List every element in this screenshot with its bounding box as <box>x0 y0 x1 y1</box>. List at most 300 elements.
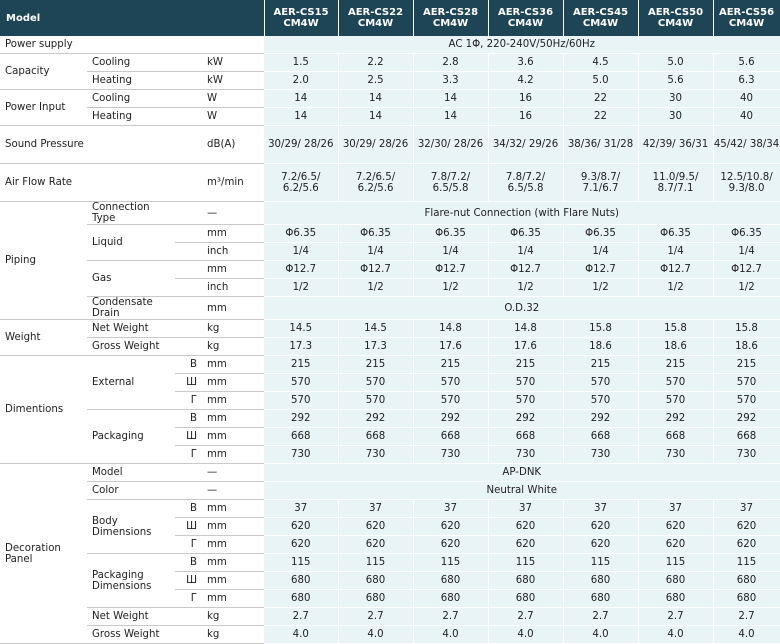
value-cell: Φ6.35 <box>413 225 488 243</box>
value-cell: 4.0 <box>413 626 488 644</box>
dimension-axis: Г <box>175 590 203 608</box>
unit-label: dB(A) <box>203 126 264 164</box>
value-cell: 730 <box>413 446 488 464</box>
value-cell: 570 <box>264 374 338 392</box>
value-cell: 1/2 <box>638 279 713 297</box>
param-label: Gas <box>87 261 175 297</box>
value-cell: 18.6 <box>638 338 713 356</box>
param-label: Body Dimensions <box>87 500 175 554</box>
value-cell: 680 <box>413 572 488 590</box>
value-cell: 1.5 <box>264 54 338 72</box>
value-cell: 668 <box>638 428 713 446</box>
value-cell: 680 <box>488 590 563 608</box>
value-cell: 730 <box>638 446 713 464</box>
value-cell: 620 <box>488 518 563 536</box>
value-cell: 2.7 <box>338 608 413 626</box>
value-cell: 215 <box>338 356 413 374</box>
model-col-header: AER-CS50 CM4W <box>638 0 713 36</box>
value-cell: 2.2 <box>338 54 413 72</box>
value-cell: 1/4 <box>338 243 413 261</box>
dimension-axis: Г <box>175 446 203 464</box>
value-cell: 115 <box>264 554 338 572</box>
dimension-axis <box>175 338 203 356</box>
unit-label: mm <box>203 554 264 572</box>
value-cell: 37 <box>413 500 488 518</box>
group-label: Power Input <box>0 90 87 126</box>
value-cell: 5.6 <box>713 54 780 72</box>
value-cell: 16 <box>488 108 563 126</box>
value-cell: Φ6.35 <box>488 225 563 243</box>
unit-label: mm <box>203 261 264 279</box>
value-cell: 730 <box>338 446 413 464</box>
group-label: Power supply <box>0 36 87 54</box>
value-cell: 680 <box>338 572 413 590</box>
value-cell: 37 <box>488 500 563 518</box>
value-cell: O.D.32 <box>264 297 780 320</box>
value-cell: 14 <box>413 108 488 126</box>
model-header: Model <box>0 0 264 36</box>
table-row <box>0 410 780 428</box>
dimension-axis <box>175 126 203 164</box>
dimension-axis <box>175 164 203 202</box>
value-cell: 680 <box>264 590 338 608</box>
value-cell: 4.5 <box>563 54 638 72</box>
value-cell: 620 <box>563 518 638 536</box>
value-cell: 17.3 <box>338 338 413 356</box>
value-cell: 115 <box>563 554 638 572</box>
value-cell: 115 <box>338 554 413 572</box>
value-cell: 620 <box>338 518 413 536</box>
value-cell: 7.8/7.2/ 6.5/5.8 <box>413 164 488 202</box>
dimension-axis: В <box>175 410 203 428</box>
value-cell: 730 <box>563 446 638 464</box>
param-label: Condensate Drain <box>87 297 175 320</box>
value-cell: 14 <box>264 108 338 126</box>
value-cell: Φ6.35 <box>638 225 713 243</box>
value-cell: 2.7 <box>713 608 780 626</box>
value-cell: AC 1Φ, 220-240V/50Hz/60Hz <box>264 36 780 54</box>
param-label: Cooling <box>87 90 175 108</box>
dimension-axis <box>175 320 203 338</box>
dimension-axis: Ш <box>175 518 203 536</box>
value-cell: Φ6.35 <box>563 225 638 243</box>
value-cell: 680 <box>563 572 638 590</box>
table-row <box>0 54 780 72</box>
dimension-axis <box>175 482 203 500</box>
table-row <box>0 261 780 279</box>
value-cell: 668 <box>563 428 638 446</box>
value-cell: 1/4 <box>413 243 488 261</box>
unit-label: mm <box>203 572 264 590</box>
model-col-header: AER-CS56 CM4W <box>713 0 780 36</box>
value-cell: Φ12.7 <box>488 261 563 279</box>
table-row <box>0 202 780 225</box>
value-cell: 570 <box>563 392 638 410</box>
value-cell: 2.8 <box>413 54 488 72</box>
value-cell: 30 <box>638 108 713 126</box>
dimension-axis: Г <box>175 536 203 554</box>
dimension-axis <box>175 297 203 320</box>
value-cell: 37 <box>264 500 338 518</box>
unit-label: kg <box>203 320 264 338</box>
table-row <box>0 482 780 500</box>
value-cell: 17.6 <box>488 338 563 356</box>
value-cell: 22 <box>563 108 638 126</box>
value-cell: 620 <box>413 518 488 536</box>
value-cell: 15.8 <box>563 320 638 338</box>
value-cell: 2.7 <box>264 608 338 626</box>
unit-label: mm <box>203 392 264 410</box>
value-cell: 292 <box>413 410 488 428</box>
group-label: Sound Pressure <box>0 126 87 164</box>
table-row <box>0 554 780 572</box>
param-label <box>87 126 175 164</box>
dimension-axis <box>175 626 203 644</box>
param-label: Net Weight <box>87 608 175 626</box>
value-cell: 668 <box>413 428 488 446</box>
unit-label: mm <box>203 518 264 536</box>
value-cell: 15.8 <box>713 320 780 338</box>
dimension-axis <box>175 261 203 279</box>
value-cell: 1/2 <box>338 279 413 297</box>
value-cell: 570 <box>338 374 413 392</box>
value-cell: 215 <box>264 356 338 374</box>
param-label: Net Weight <box>87 320 175 338</box>
unit-label: mm <box>203 374 264 392</box>
value-cell: 37 <box>638 500 713 518</box>
value-cell: Φ12.7 <box>563 261 638 279</box>
value-cell: 14 <box>338 108 413 126</box>
value-cell: 680 <box>488 572 563 590</box>
header-row <box>0 0 780 36</box>
value-cell: 30 <box>638 90 713 108</box>
value-cell: 30/29/ 28/26 <box>338 126 413 164</box>
value-cell: 5.6 <box>638 72 713 90</box>
dimension-axis <box>175 36 203 54</box>
value-cell: 14.8 <box>488 320 563 338</box>
unit-label: mm <box>203 500 264 518</box>
value-cell: 14 <box>338 90 413 108</box>
dimension-axis <box>175 202 203 225</box>
value-cell: 2.5 <box>338 72 413 90</box>
dimension-axis: Ш <box>175 374 203 392</box>
value-cell: 570 <box>413 374 488 392</box>
dimension-axis: Ш <box>175 428 203 446</box>
value-cell: 680 <box>264 572 338 590</box>
value-cell: 3.3 <box>413 72 488 90</box>
value-cell: Φ12.7 <box>713 261 780 279</box>
param-label: Color <box>87 482 175 500</box>
value-cell: 215 <box>638 356 713 374</box>
table-row <box>0 297 780 320</box>
value-cell: 30/29/ 28/26 <box>264 126 338 164</box>
value-cell: 292 <box>638 410 713 428</box>
value-cell: 668 <box>713 428 780 446</box>
value-cell: 115 <box>488 554 563 572</box>
value-cell: 37 <box>338 500 413 518</box>
param-label <box>87 164 175 202</box>
value-cell: 1/2 <box>713 279 780 297</box>
value-cell: 2.7 <box>413 608 488 626</box>
value-cell: 5.0 <box>563 72 638 90</box>
unit-label: — <box>203 464 264 482</box>
value-cell: 215 <box>563 356 638 374</box>
value-cell: 4.0 <box>563 626 638 644</box>
table-row <box>0 500 780 518</box>
value-cell: 2.7 <box>488 608 563 626</box>
value-cell: 37 <box>563 500 638 518</box>
table-row <box>0 320 780 338</box>
table-row <box>0 464 780 482</box>
value-cell: 620 <box>264 518 338 536</box>
value-cell: 14 <box>413 90 488 108</box>
spec-body <box>0 36 780 644</box>
value-cell: 730 <box>264 446 338 464</box>
value-cell: 668 <box>264 428 338 446</box>
model-col-header: AER-CS22 CM4W <box>338 0 413 36</box>
value-cell: 1/4 <box>488 243 563 261</box>
value-cell: Φ6.35 <box>264 225 338 243</box>
value-cell: 14.5 <box>338 320 413 338</box>
dimension-axis: В <box>175 500 203 518</box>
value-cell: 5.0 <box>638 54 713 72</box>
param-label: Heating <box>87 108 175 126</box>
value-cell: 12.5/10.8/ 9.3/8.0 <box>713 164 780 202</box>
value-cell: Φ12.7 <box>264 261 338 279</box>
value-cell: 9.3/8.7/ 7.1/6.7 <box>563 164 638 202</box>
table-row <box>0 126 780 164</box>
value-cell: 680 <box>338 590 413 608</box>
value-cell: 1/4 <box>264 243 338 261</box>
value-cell: 680 <box>563 590 638 608</box>
param-label: Packaging <box>87 410 175 464</box>
param-label: Gross Weight <box>87 338 175 356</box>
value-cell: 570 <box>638 392 713 410</box>
dimension-axis <box>175 54 203 72</box>
param-label: Cooling <box>87 54 175 72</box>
group-label: Air Flow Rate <box>0 164 87 202</box>
param-label <box>87 36 175 54</box>
unit-label: m³/min <box>203 164 264 202</box>
value-cell: AP-DNK <box>264 464 780 482</box>
param-label: Liquid <box>87 225 175 261</box>
table-row <box>0 108 780 126</box>
dimension-axis <box>175 108 203 126</box>
value-cell: 292 <box>713 410 780 428</box>
group-label: Dimentions <box>0 356 87 464</box>
model-col-header: AER-CS36 CM4W <box>488 0 563 36</box>
param-label: External <box>87 356 175 410</box>
value-cell: 668 <box>338 428 413 446</box>
value-cell: 680 <box>713 590 780 608</box>
value-cell: Φ12.7 <box>413 261 488 279</box>
value-cell: 1/2 <box>488 279 563 297</box>
value-cell: 2.0 <box>264 72 338 90</box>
value-cell: 570 <box>563 374 638 392</box>
value-cell: 2.7 <box>563 608 638 626</box>
value-cell: 14.8 <box>413 320 488 338</box>
value-cell: 14 <box>264 90 338 108</box>
value-cell: 40 <box>713 90 780 108</box>
value-cell: 1/4 <box>638 243 713 261</box>
value-cell: 1/4 <box>713 243 780 261</box>
value-cell: 1/2 <box>264 279 338 297</box>
value-cell: 668 <box>488 428 563 446</box>
model-col-header: AER-CS28 CM4W <box>413 0 488 36</box>
value-cell: 680 <box>638 590 713 608</box>
value-cell: 7.2/6.5/ 6.2/5.6 <box>338 164 413 202</box>
value-cell: 620 <box>713 518 780 536</box>
value-cell: 37 <box>713 500 780 518</box>
value-cell: 620 <box>638 536 713 554</box>
table-row <box>0 72 780 90</box>
dimension-axis <box>175 243 203 261</box>
value-cell: Φ6.35 <box>713 225 780 243</box>
value-cell: 7.8/7.2/ 6.5/5.8 <box>488 164 563 202</box>
value-cell: 45/42/ 38/34 <box>713 126 780 164</box>
value-cell: 7.2/6.5/ 6.2/5.6 <box>264 164 338 202</box>
unit-label: mm <box>203 225 264 243</box>
value-cell: 4.0 <box>713 626 780 644</box>
value-cell: 32/30/ 28/26 <box>413 126 488 164</box>
value-cell: 115 <box>638 554 713 572</box>
param-label: Heating <box>87 72 175 90</box>
dimension-axis <box>175 225 203 243</box>
param-label: Model <box>87 464 175 482</box>
value-cell: 620 <box>264 536 338 554</box>
dimension-axis: Г <box>175 392 203 410</box>
value-cell: 115 <box>413 554 488 572</box>
value-cell: 215 <box>713 356 780 374</box>
table-row <box>0 338 780 356</box>
model-col-header: AER-CS45 CM4W <box>563 0 638 36</box>
value-cell: 4.2 <box>488 72 563 90</box>
value-cell: 17.3 <box>264 338 338 356</box>
unit-label: mm <box>203 446 264 464</box>
unit-label: mm <box>203 428 264 446</box>
unit-label: mm <box>203 590 264 608</box>
unit-label: mm <box>203 410 264 428</box>
value-cell: 570 <box>713 392 780 410</box>
value-cell: 680 <box>713 572 780 590</box>
value-cell: 115 <box>713 554 780 572</box>
unit-label: — <box>203 482 264 500</box>
unit-label: W <box>203 108 264 126</box>
value-cell: Flare-nut Connection (with Flare Nuts) <box>264 202 780 225</box>
value-cell: Φ12.7 <box>338 261 413 279</box>
value-cell: 730 <box>713 446 780 464</box>
unit-label: — <box>203 202 264 225</box>
param-label: Packaging Dimensions <box>87 554 175 608</box>
value-cell: 6.3 <box>713 72 780 90</box>
unit-label: mm <box>203 536 264 554</box>
value-cell: 620 <box>713 536 780 554</box>
dimension-axis <box>175 72 203 90</box>
table-row <box>0 608 780 626</box>
table-row <box>0 356 780 374</box>
group-label: Weight <box>0 320 87 356</box>
param-label: Connection Type <box>87 202 175 225</box>
value-cell: 4.0 <box>638 626 713 644</box>
value-cell: 570 <box>638 374 713 392</box>
value-cell: 40 <box>713 108 780 126</box>
value-cell: 570 <box>713 374 780 392</box>
value-cell: 22 <box>563 90 638 108</box>
unit-label: W <box>203 90 264 108</box>
value-cell: 215 <box>413 356 488 374</box>
value-cell: 292 <box>563 410 638 428</box>
value-cell: 292 <box>488 410 563 428</box>
value-cell: 620 <box>563 536 638 554</box>
value-cell: 680 <box>638 572 713 590</box>
value-cell: 17.6 <box>413 338 488 356</box>
value-cell: 620 <box>638 518 713 536</box>
value-cell: Φ12.7 <box>638 261 713 279</box>
unit-label: kW <box>203 72 264 90</box>
unit-label: inch <box>203 279 264 297</box>
value-cell: Φ6.35 <box>338 225 413 243</box>
param-label: Gross Weight <box>87 626 175 644</box>
value-cell: 34/32/ 29/26 <box>488 126 563 164</box>
table-row <box>0 90 780 108</box>
table-row <box>0 626 780 644</box>
value-cell: 18.6 <box>713 338 780 356</box>
value-cell: 1/4 <box>563 243 638 261</box>
unit-label: kg <box>203 338 264 356</box>
value-cell: 570 <box>488 374 563 392</box>
value-cell: 570 <box>338 392 413 410</box>
unit-label: inch <box>203 243 264 261</box>
table-row <box>0 164 780 202</box>
unit-label: kg <box>203 608 264 626</box>
value-cell: 570 <box>413 392 488 410</box>
value-cell: 15.8 <box>638 320 713 338</box>
value-cell: 1/2 <box>413 279 488 297</box>
group-label: Piping <box>0 202 87 320</box>
value-cell: 3.6 <box>488 54 563 72</box>
value-cell: 620 <box>488 536 563 554</box>
table-row <box>0 36 780 54</box>
unit-label: kg <box>203 626 264 644</box>
value-cell: 2.7 <box>638 608 713 626</box>
dimension-axis: Ш <box>175 572 203 590</box>
unit-label: mm <box>203 297 264 320</box>
value-cell: 14.5 <box>264 320 338 338</box>
dimension-axis <box>175 608 203 626</box>
value-cell: 680 <box>413 590 488 608</box>
value-cell: Neutral White <box>264 482 780 500</box>
value-cell: 4.0 <box>264 626 338 644</box>
value-cell: 620 <box>413 536 488 554</box>
value-cell: 4.0 <box>338 626 413 644</box>
value-cell: 292 <box>338 410 413 428</box>
group-label: Decoration Panel <box>0 464 87 644</box>
value-cell: 570 <box>488 392 563 410</box>
dimension-axis <box>175 90 203 108</box>
value-cell: 11.0/9.5/ 8.7/7.1 <box>638 164 713 202</box>
unit-label <box>203 36 264 54</box>
value-cell: 620 <box>338 536 413 554</box>
value-cell: 38/36/ 31/28 <box>563 126 638 164</box>
unit-label: kW <box>203 54 264 72</box>
value-cell: 292 <box>264 410 338 428</box>
value-cell: 1/2 <box>563 279 638 297</box>
dimension-axis: В <box>175 554 203 572</box>
value-cell: 730 <box>488 446 563 464</box>
model-col-header: AER-CS15 CM4W <box>264 0 338 36</box>
group-label: Capacity <box>0 54 87 90</box>
dimension-axis <box>175 464 203 482</box>
